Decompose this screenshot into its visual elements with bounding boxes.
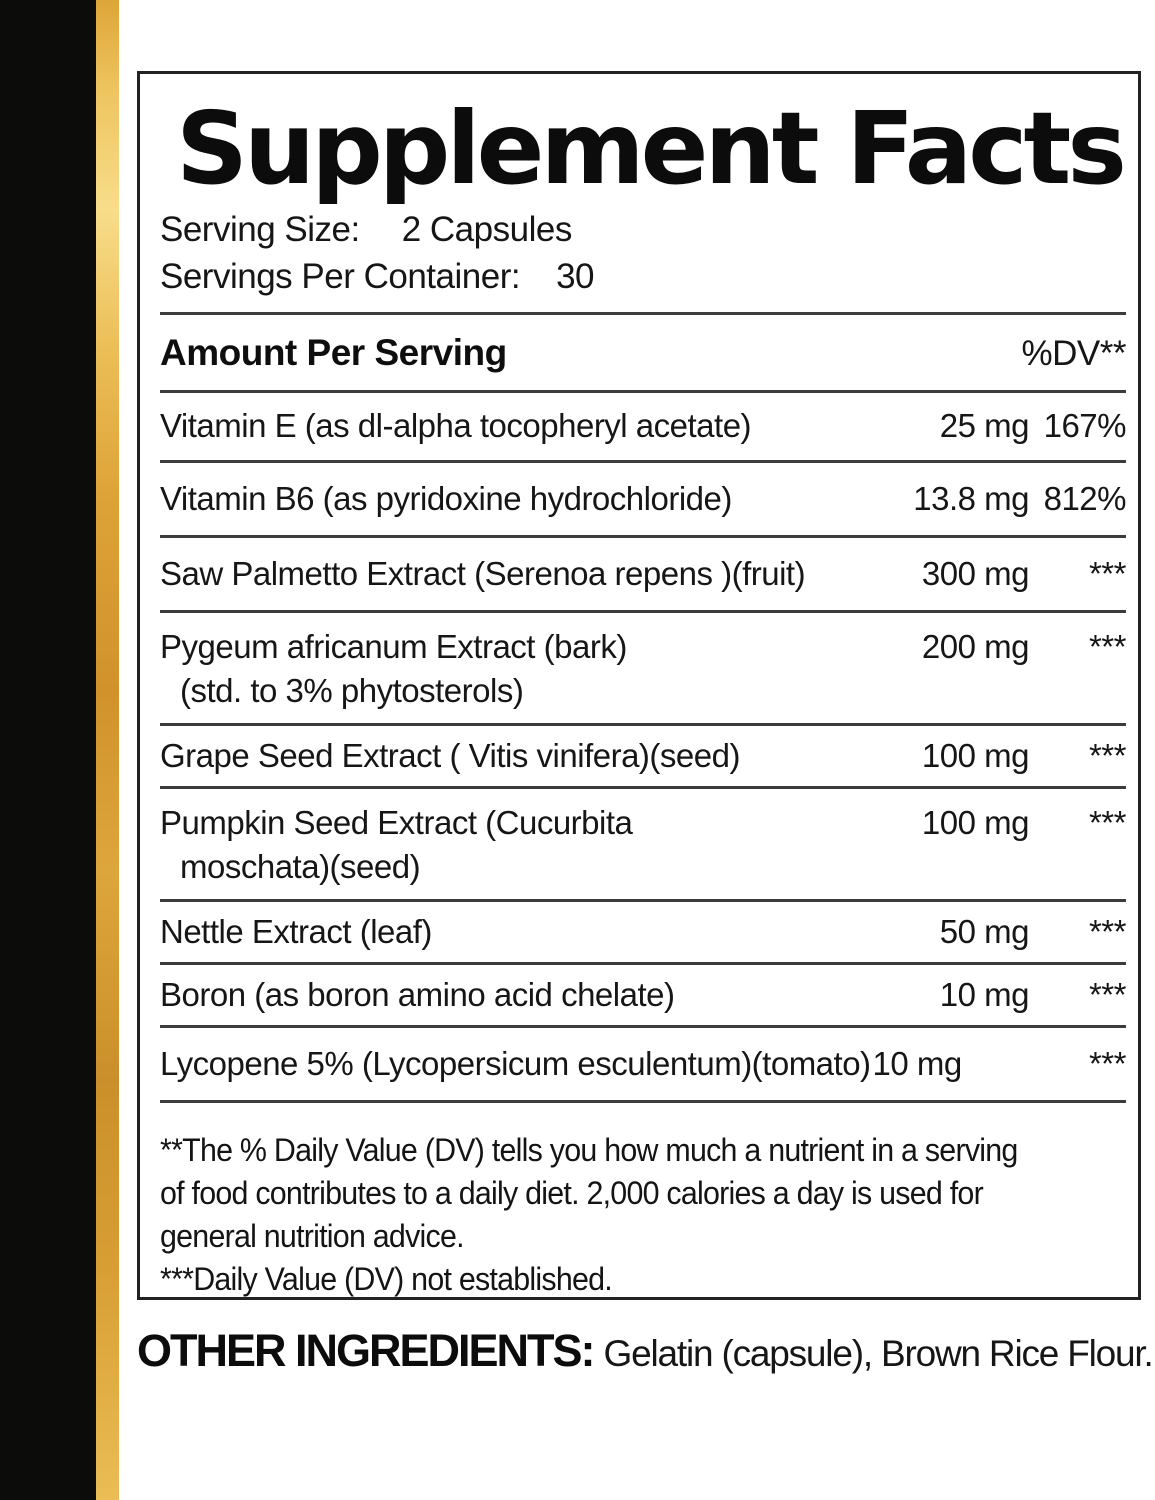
ingredient-row-vitamin-b6	[160, 463, 1126, 538]
amount-per-serving-header: Amount Per Serving	[160, 332, 507, 373]
ingredient-row-boron	[160, 965, 1126, 1028]
ingredient-row-saw-palmetto	[160, 538, 1126, 613]
ingredient-dv: ***	[1088, 737, 1126, 774]
gold-accent-stripe	[96, 0, 119, 1500]
ingredient-name: Pumpkin Seed Extract (Cucurbita	[160, 804, 633, 841]
ingredient-name: Vitamin B6 (as pyridoxine hydrochloride)	[160, 480, 732, 517]
ingredient-amount: 50 mg	[939, 913, 1029, 950]
ingredient-amount: 100 mg	[921, 804, 1029, 841]
ingredient-dv: ***	[1088, 913, 1126, 950]
ingredient-row-pumpkin-seed	[160, 789, 1126, 902]
other-ingredients-label: OTHER INGREDIENTS:	[137, 1325, 594, 1376]
footnote-line: **The % Daily Value (DV) tells you how much a nutrient in a serving	[160, 1132, 1018, 1168]
ingredient-name-line2: moschata)(seed)	[180, 848, 421, 885]
serving-size-line	[160, 206, 1126, 253]
footnote-line: ***Daily Value (DV) not established.	[160, 1261, 612, 1297]
percent-dv-header: %DV**	[1021, 334, 1126, 373]
left-black-bar	[0, 0, 96, 1500]
ingredient-name: Nettle Extract (leaf)	[160, 913, 432, 950]
ingredient-amount: 300 mg	[921, 555, 1029, 592]
ingredient-amount: 100 mg	[921, 737, 1029, 774]
other-ingredients-value: Gelatin (capsule), Brown Rice Flour.	[603, 1333, 1153, 1374]
ingredient-amount: 10 mg	[872, 1045, 962, 1082]
column-header-row	[160, 315, 1126, 393]
ingredient-name: Vitamin E (as dl-alpha tocopheryl acetate)	[160, 407, 752, 444]
serving-size-value: 2 Capsules	[401, 210, 572, 249]
ingredient-name: Lycopene 5% (Lycopersicum esculentum)(tomato)	[160, 1045, 871, 1082]
ingredient-name: Pygeum africanum Extract (bark)	[160, 628, 627, 665]
supplement-facts-panel	[137, 71, 1141, 1300]
ingredient-name: Saw Palmetto Extract (Serenoa repens )(fruit)	[160, 555, 806, 592]
footnote-line: general nutrition advice.	[160, 1218, 464, 1254]
ingredient-amount: 200 mg	[921, 628, 1029, 665]
ingredient-row-grape-seed	[160, 726, 1126, 789]
servings-per-container-label: Servings Per Container:	[160, 257, 521, 296]
ingredient-amount: 13.8 mg	[913, 480, 1029, 517]
servings-per-container-line	[160, 253, 1126, 300]
footnote-line: of food contributes to a daily diet. 2,000 calories a day is used for	[160, 1175, 983, 1211]
ingredient-row-vitamin-e	[160, 393, 1126, 463]
ingredient-dv: ***	[1088, 804, 1126, 841]
ingredient-dv: ***	[1088, 628, 1126, 665]
serving-size-label: Serving Size:	[160, 210, 360, 249]
ingredient-amount: 25 mg	[939, 407, 1029, 444]
ingredient-dv: ***	[1088, 1045, 1126, 1082]
ingredient-dv: ***	[1088, 555, 1126, 592]
ingredient-dv: 167%	[1043, 407, 1126, 444]
serving-info	[160, 206, 1126, 300]
ingredient-name-line2: (std. to 3% phytosterols)	[180, 672, 524, 709]
other-ingredients-line	[137, 1325, 1155, 1377]
ingredient-dv: ***	[1088, 976, 1126, 1013]
ingredient-amount: 10 mg	[939, 976, 1029, 1013]
ingredient-dv: 812%	[1043, 480, 1126, 517]
ingredient-name: Boron (as boron amino acid chelate)	[160, 976, 675, 1013]
dv-footnotes	[160, 1129, 1078, 1300]
ingredient-row-nettle	[160, 902, 1126, 965]
ingredient-row-lycopene	[160, 1028, 1126, 1103]
servings-per-container-value: 30	[556, 257, 595, 296]
ingredient-name: Grape Seed Extract ( Vitis vinifera)(seed)	[160, 737, 740, 774]
ingredient-row-pygeum	[160, 613, 1126, 726]
panel-title: Supplement Facts	[176, 90, 1123, 207]
